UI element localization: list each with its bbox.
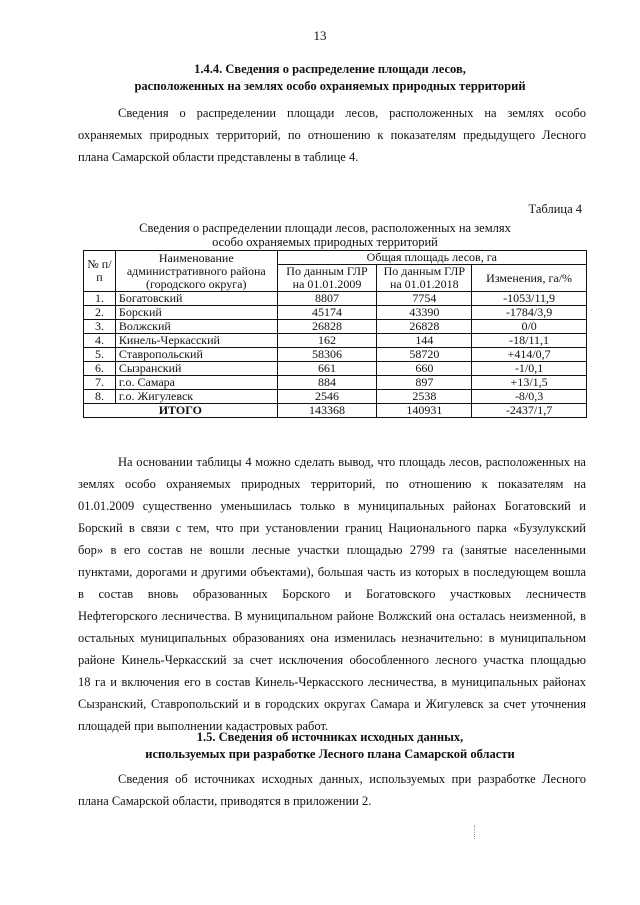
table-row (84, 306, 587, 320)
section-1-4-4-heading (90, 61, 570, 95)
table-row (84, 390, 587, 404)
conclusion-paragraph (78, 451, 586, 737)
total-value-2009: 143368 (277, 404, 377, 418)
conclusion-line: Сызранский, Ставропольский и в городских округах Самара и Жигулевск за счет уточнения (78, 697, 586, 711)
row-num: 3. (84, 320, 116, 334)
row-name: Богатовский (115, 292, 277, 306)
total-label: ИТОГО (84, 404, 278, 418)
conclusion-line: Борский в связи с тем, что при установлении границ Национального парка «Бузулукский (78, 521, 586, 535)
scan-artifact-mark (474, 825, 477, 839)
row-num: 1. (84, 292, 116, 306)
row-value-2009: 45174 (277, 306, 377, 320)
row-value-2018: 7754 (377, 292, 472, 306)
row-name: Волжский (115, 320, 277, 334)
final-paragraph (78, 768, 586, 812)
row-change: +414/0,7 (472, 348, 587, 362)
table-title-line-1: Сведения о распределении площади лесов, расположенных на землях (139, 221, 511, 235)
row-change: -8/0,3 (472, 390, 587, 404)
conclusion-line: районе Кинель-Черкасский за счет исключения обособленного лесного участка площадью (78, 653, 586, 667)
conclusion-line: На основании таблицы 4 можно сделать вывод, что площадь лесов, расположенных на (118, 455, 586, 469)
row-name: Кинель-Черкасский (115, 334, 277, 348)
row-name: г.о. Жигулевск (115, 390, 277, 404)
conclusion-line: 18 га и включения его в состав Кинель-Черкасского лесничества, в муниципальных районах (78, 675, 586, 689)
table-row (84, 348, 587, 362)
section-1-5-title-line-1: 1.5. Сведения об источниках исходных данных, (196, 730, 464, 744)
intro-line: охраняемых природных территорий, по отношению к показателям предыдущего Лесного (78, 128, 586, 142)
row-value-2009: 2546 (277, 390, 377, 404)
row-num: 2. (84, 306, 116, 320)
row-value-2018: 58720 (377, 348, 472, 362)
table-row (84, 362, 587, 376)
row-name: Борский (115, 306, 277, 320)
intro-line: Сведения о распределении площади лесов, расположенных на землях особо (118, 106, 586, 120)
intro-paragraph (78, 102, 586, 168)
final-line: плана Самарской области, приводятся в приложении 2. (78, 794, 372, 808)
row-change: 0/0 (472, 320, 587, 334)
row-change: -1/0,1 (472, 362, 587, 376)
row-num: 4. (84, 334, 116, 348)
forest-area-table (83, 250, 587, 418)
row-change: -1053/11,9 (472, 292, 587, 306)
row-change: +13/1,5 (472, 376, 587, 390)
row-value-2009: 58306 (277, 348, 377, 362)
row-num: 7. (84, 376, 116, 390)
row-value-2009: 661 (277, 362, 377, 376)
table-row (84, 320, 587, 334)
conclusion-line: землях особо охраняемых природных территорий, по отношению к показателям на (78, 477, 586, 491)
row-value-2018: 897 (377, 376, 472, 390)
row-name: Сызранский (115, 362, 277, 376)
page-number: 13 (313, 28, 327, 43)
table-title-line-2: особо охраняемых природных территорий (212, 235, 438, 249)
row-name: г.о. Самара (115, 376, 277, 390)
conclusion-line: площадей при выполнении кадастровых работ. (78, 719, 329, 733)
row-value-2018: 43390 (377, 306, 472, 320)
table-row (84, 376, 587, 390)
table-total-row (84, 404, 587, 418)
header-area-group: Общая площадь лесов, га (277, 251, 586, 265)
header-name: Наименование административного района (городского округа) (115, 251, 277, 292)
conclusion-line: Нефтегорского лесничества. В муниципальном районе Волжский она осталась неизменной, в (78, 609, 586, 623)
conclusion-line: бор» в его состав не вошли лесные участки площадью 2799 га (занятые населенными (78, 543, 586, 557)
table-label: Таблица 4 (528, 202, 582, 216)
conclusion-line: остальных муниципальных образованиях она изменилась незначительно: в муниципальном (78, 631, 586, 645)
total-value-2018: 140931 (377, 404, 472, 418)
row-value-2009: 8807 (277, 292, 377, 306)
section-1-5-heading (90, 729, 570, 763)
table-row (84, 292, 587, 306)
conclusion-line: в состав вновь образованных Борского и Богатовского участковых лесничеств (78, 587, 586, 601)
table-row (84, 334, 587, 348)
conclusion-line: 01.01.2009 существенно уменьшилась только в муниципальных районах Богатовский и (78, 499, 586, 513)
table-title (100, 221, 550, 249)
row-value-2018: 144 (377, 334, 472, 348)
row-change: -1784/3,9 (472, 306, 587, 320)
final-line: Сведения об источниках исходных данных, используемых при разработке Лесного (118, 772, 586, 786)
section-1-4-4-title-line-1: 1.4.4. Сведения о распределение площади лесов, (194, 62, 466, 76)
section-1-4-4-title-line-2: расположенных на землях особо охраняемых природных территорий (134, 79, 526, 93)
header-change: Изменения, га/% (472, 265, 587, 292)
section-1-5-title-line-2: используемых при разработке Лесного плана Самарской области (145, 747, 515, 761)
row-value-2009: 26828 (277, 320, 377, 334)
row-value-2009: 162 (277, 334, 377, 348)
conclusion-line: пунктами, дорогами и другими объектами), большая часть из которых в последующем вошла (78, 565, 586, 579)
header-num: № п/п (84, 251, 116, 292)
row-change: -18/11,1 (472, 334, 587, 348)
header-glr-2009: По данным ГЛР на 01.01.2009 (277, 265, 377, 292)
row-value-2009: 884 (277, 376, 377, 390)
row-num: 8. (84, 390, 116, 404)
header-glr-2018: По данным ГЛР на 01.01.2018 (377, 265, 472, 292)
row-num: 6. (84, 362, 116, 376)
row-value-2018: 26828 (377, 320, 472, 334)
row-name: Ставропольский (115, 348, 277, 362)
row-value-2018: 2538 (377, 390, 472, 404)
total-change: -2437/1,7 (472, 404, 587, 418)
intro-line: плана Самарской области представлены в таблице 4. (78, 150, 359, 164)
row-num: 5. (84, 348, 116, 362)
row-value-2018: 660 (377, 362, 472, 376)
